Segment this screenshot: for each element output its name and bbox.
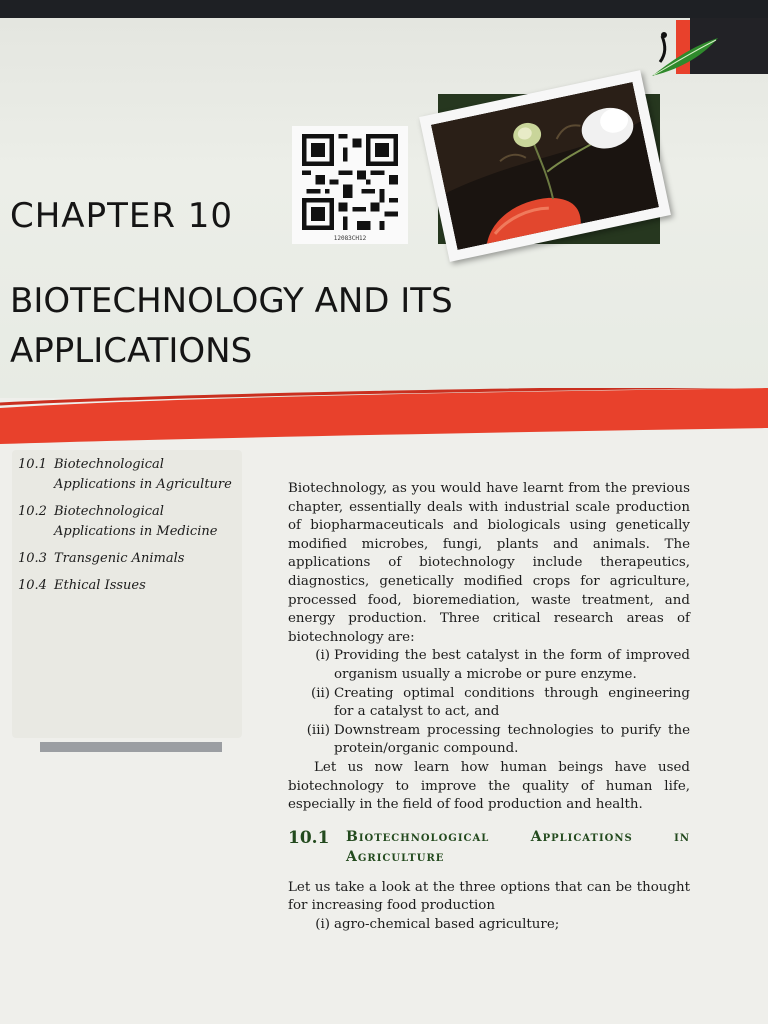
list-item [288, 647, 690, 684]
list-item [288, 916, 690, 935]
chapter-title-line-1: BIOTECHNOLOGY AND ITS [10, 281, 453, 321]
section-heading [288, 827, 690, 867]
toc-number: 10.2 [18, 504, 47, 519]
list-text: Providing the best catalyst in the form of improved organism usually a microbe or pure enzyme. [334, 648, 690, 682]
section-title: Biotechnological Applications in Agriculture [346, 828, 690, 865]
options-list [288, 916, 690, 935]
list-text: Downstream processing technologies to purify the protein/organic compound. [334, 722, 690, 757]
toc-number: 10.3 [18, 551, 47, 566]
chapter-label: CHAPTER 10 [10, 196, 234, 236]
list-number: (ii) [310, 685, 330, 701]
leaf-logo-icon [648, 32, 720, 78]
list-text: Creating optimal conditions through engineering for a catalyst to act, and [334, 685, 690, 720]
toc-label: Biotechnological Applications in Agriculture [54, 457, 232, 492]
toc-item-4[interactable] [18, 576, 238, 596]
qr-caption: 12083CH12 [333, 235, 367, 242]
toc-label: Biotechnological Applications in Medicine [54, 504, 218, 539]
toc-item-3[interactable] [18, 549, 238, 569]
list-item [288, 722, 690, 759]
list-number: (i) [315, 648, 330, 664]
list-number: (i) [315, 916, 330, 932]
chapter-title-line-2: APPLICATIONS [10, 331, 253, 371]
research-areas-list [288, 647, 690, 759]
chapter-title [10, 276, 453, 376]
closing-paragraph: Let us now learn how human beings have used biotechnology to improve the quality of human life, especially in the field of food production and health. [288, 759, 690, 813]
list-number: (iii) [306, 722, 330, 738]
toc-number: 10.1 [18, 457, 47, 472]
toc-number: 10.4 [18, 578, 47, 593]
chapter-body [288, 480, 690, 934]
table-of-contents [18, 455, 238, 603]
list-item [288, 685, 690, 722]
qr-code-block[interactable] [292, 126, 408, 244]
section-intro-paragraph: Let us take a look at the three options that can be thought for increasing food production [288, 879, 690, 914]
toc-item-2[interactable] [18, 502, 238, 542]
qr-code-icon [302, 134, 398, 230]
intro-paragraph: Biotechnology, as you would have learnt from the previous chapter, essentially deals with industrial scale production of biopharmaceuticals and biologicals using genetically modified microbes, fungi, plants and animals. The applications of biotechnology include therapeutics, diagnostics, genetically modified crops for agriculture, processed food, bioremediation, waste treatment, and energy production. Three critical research areas of biotechnology are: [288, 481, 690, 645]
sidebar-accent-bar [40, 742, 222, 752]
list-text: agro-chemical based agriculture; [334, 916, 560, 932]
toc-item-1[interactable] [18, 455, 238, 495]
red-divider-band [0, 388, 768, 444]
toc-label: Ethical Issues [54, 578, 146, 593]
section-number: 10.1 [288, 827, 330, 848]
toc-label: Transgenic Animals [54, 551, 185, 566]
